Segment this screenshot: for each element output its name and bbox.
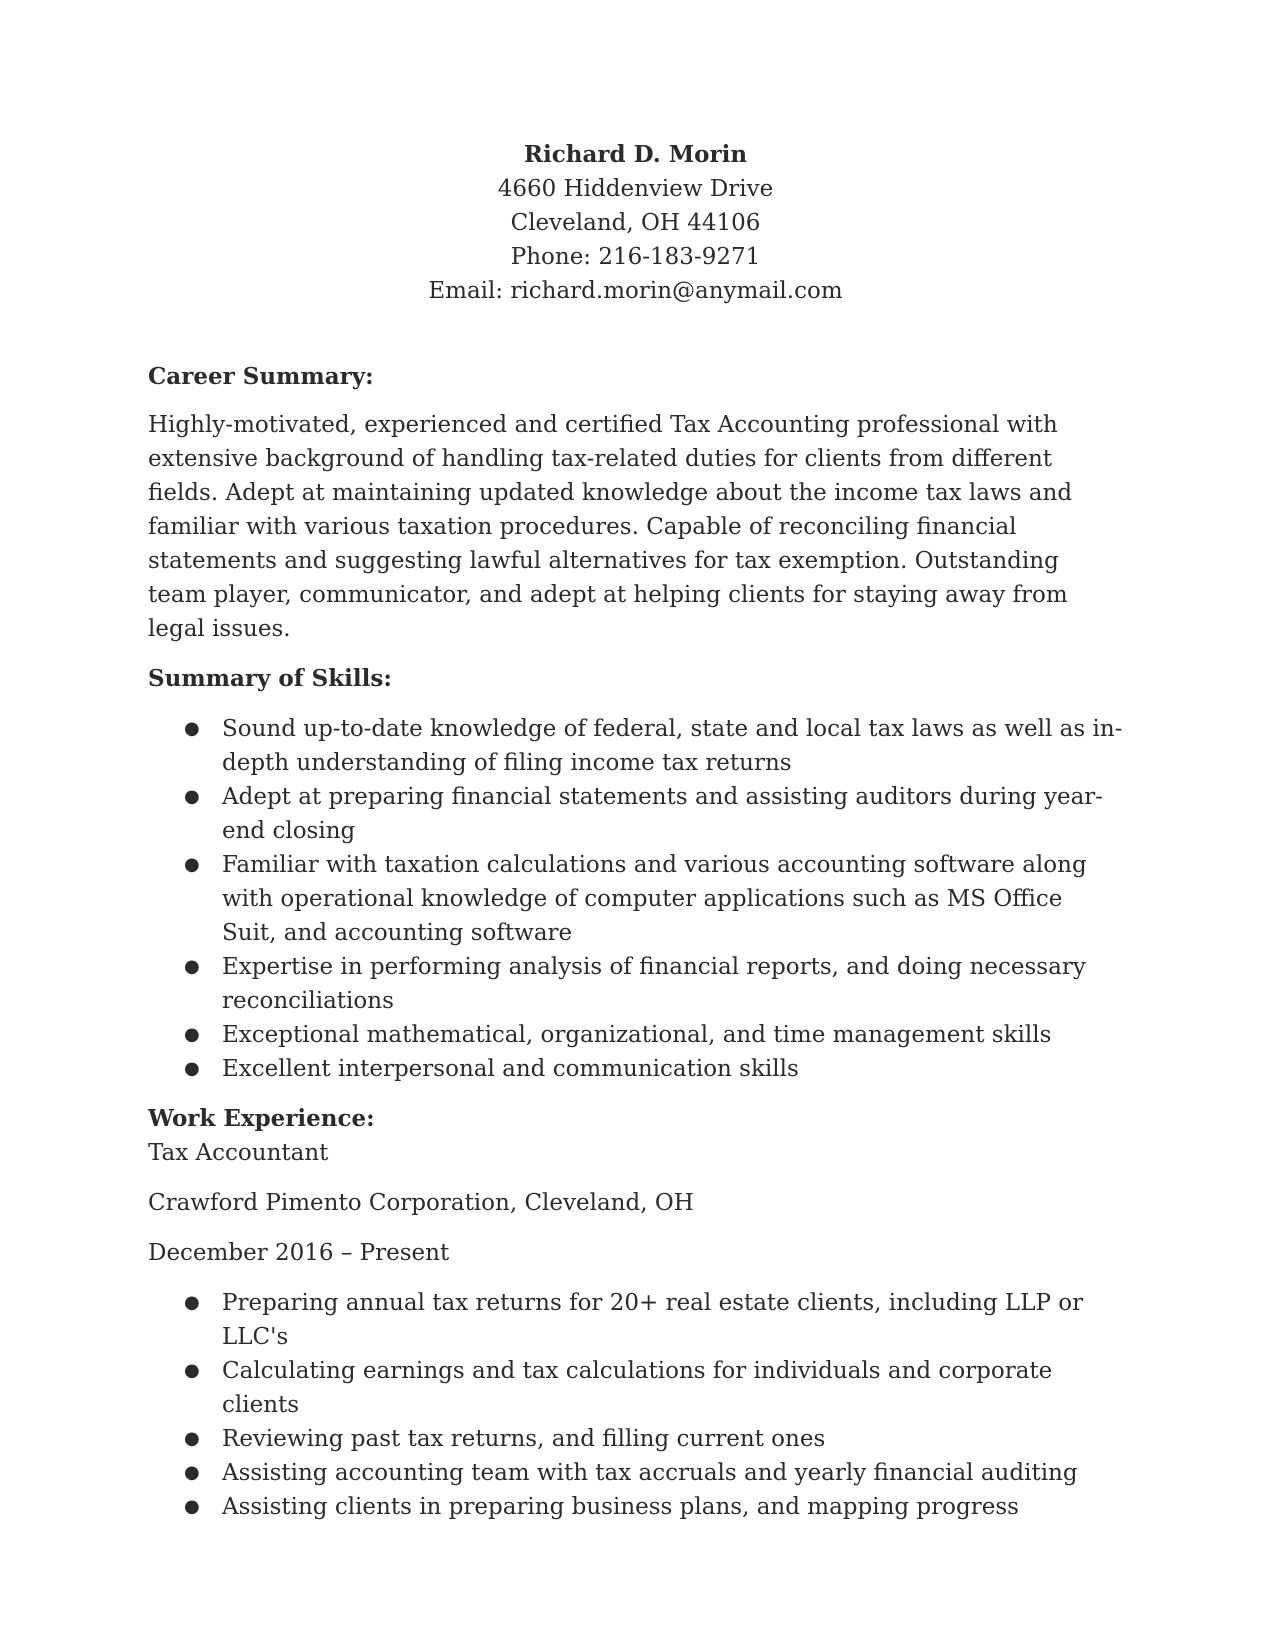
skill-item: ● Adept at preparing financial statements and assisting auditors during year-end closing — [148, 780, 1123, 848]
career-summary-text: Highly-motivated, experienced and certified Tax Accounting professional with extensive background of handling tax-related duties for clients from different fields. Adept at maintaining updated knowledge about the income tax laws and familiar with various taxation procedures. Capable of reconciling financial statements and suggesting lawful alternatives for tax exemption. Outstanding team player, communicator, and adept at helping clients for staying away from legal issues. — [148, 412, 1073, 642]
duty-item: ● Calculating earnings and tax calculations for individuals and corporate clients — [148, 1354, 1123, 1422]
bullet-icon: ● — [184, 1496, 200, 1517]
career-summary-heading: Career Summary: — [148, 363, 374, 390]
skills-list — [148, 712, 1123, 1086]
duty-item: ● Assisting clients in preparing business plans, and mapping progress — [148, 1490, 1123, 1524]
bullet-icon: ● — [184, 1024, 200, 1045]
skill-item: ● Expertise in performing analysis of financial reports, and doing necessary reconciliations — [148, 950, 1123, 1018]
address-line-2: Cleveland, OH 44106 — [510, 210, 761, 236]
bullet-icon: ● — [184, 1462, 200, 1483]
skill-item: ● Sound up-to-date knowledge of federal, state and local tax laws as well as in-depth understanding of filing income tax returns — [148, 712, 1123, 780]
job-title: Tax Accountant — [148, 1140, 329, 1166]
bullet-icon: ● — [184, 1058, 200, 1079]
candidate-name: Richard D. Morin — [523, 141, 748, 168]
employment-dates: December 2016 – Present — [148, 1240, 450, 1266]
duty-item: ● Preparing annual tax returns for 20+ real estate clients, including LLP or LLC's — [148, 1286, 1123, 1354]
skills-heading: Summary of Skills: — [148, 665, 392, 692]
duty-item: ● Assisting accounting team with tax accruals and yearly financial auditing — [148, 1456, 1123, 1490]
duties-list — [148, 1286, 1123, 1524]
skill-item: ● Excellent interpersonal and communication skills — [148, 1052, 1123, 1086]
bullet-icon: ● — [184, 854, 200, 875]
email-line: Email: richard.morin@anymail.com — [428, 278, 843, 304]
bullet-icon: ● — [184, 718, 200, 739]
bullet-icon: ● — [184, 1428, 200, 1449]
bullet-icon: ● — [184, 786, 200, 807]
skill-item: ● Exceptional mathematical, organizational, and time management skills — [148, 1018, 1123, 1052]
resume-content — [148, 138, 1123, 1540]
work-experience-heading: Work Experience: — [148, 1105, 375, 1132]
address-line-1: 4660 Hiddenview Drive — [497, 176, 774, 202]
company-line: Crawford Pimento Corporation, Cleveland, OH — [148, 1190, 694, 1216]
contact-header — [148, 138, 1123, 308]
bullet-icon: ● — [184, 1292, 200, 1313]
bullet-icon: ● — [184, 956, 200, 977]
skill-item: ● Familiar with taxation calculations and various accounting software along with operational knowledge of computer applications such as MS Office Suit, and accounting software — [148, 848, 1123, 950]
duty-item: ● Reviewing past tax returns, and filling current ones — [148, 1422, 1123, 1456]
bullet-icon: ● — [184, 1360, 200, 1381]
phone-line: Phone: 216-183-9271 — [510, 244, 761, 270]
